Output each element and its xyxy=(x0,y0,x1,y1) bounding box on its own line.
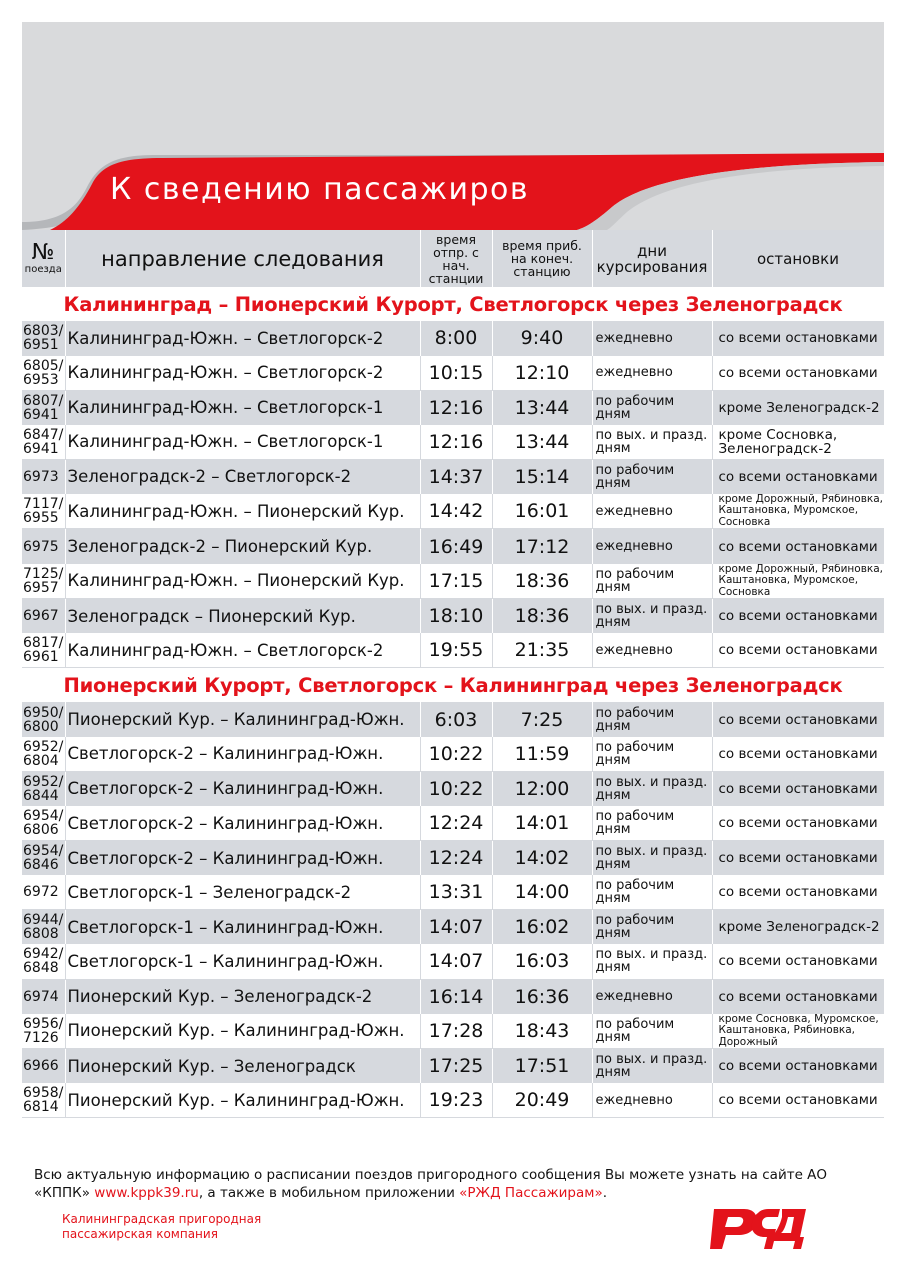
schedule-table xyxy=(22,230,885,1118)
arrival-time: 21:35 xyxy=(492,633,592,668)
table-row xyxy=(22,564,884,599)
table-row xyxy=(22,979,884,1014)
table-row xyxy=(22,944,884,979)
arrival-time: 13:44 xyxy=(492,390,592,425)
train-number: 6950/ 6800 xyxy=(22,702,65,737)
train-number: 6956/ 7126 xyxy=(22,1014,65,1049)
departure-time: 14:37 xyxy=(420,459,492,494)
running-days: по рабочим дням xyxy=(592,910,712,945)
direction: Пионерский Кур. – Калининград-Южн. xyxy=(65,1014,420,1049)
stops-info: со всеми остановками xyxy=(712,771,884,806)
train-number: 6805/ 6953 xyxy=(22,356,65,391)
train-number: 6942/ 6848 xyxy=(22,944,65,979)
direction: Светлогорск-2 – Калининград-Южн. xyxy=(65,771,420,806)
header-days: дни курсирования xyxy=(592,230,712,287)
running-days: ежедневно xyxy=(592,494,712,529)
arrival-time: 13:44 xyxy=(492,425,592,460)
arrival-time: 11:59 xyxy=(492,737,592,772)
stops-info: со всеми остановками xyxy=(712,806,884,841)
arrival-time: 16:36 xyxy=(492,979,592,1014)
train-number: 6952/ 6804 xyxy=(22,737,65,772)
section-title: Калининград – Пионерский Курорт, Светлогорск через Зеленоградск xyxy=(22,287,884,321)
train-number: 6952/ 6844 xyxy=(22,771,65,806)
table-row xyxy=(22,529,884,564)
direction: Светлогорск-1 – Калининград-Южн. xyxy=(65,910,420,945)
table-row xyxy=(22,910,884,945)
direction: Пионерский Кур. – Калининград-Южн. xyxy=(65,702,420,737)
arrival-time: 18:36 xyxy=(492,599,592,634)
direction: Пионерский Кур. – Калининград-Южн. xyxy=(65,1083,420,1118)
direction: Светлогорск-2 – Калининград-Южн. xyxy=(65,806,420,841)
section-header xyxy=(22,668,884,703)
table-row xyxy=(22,1083,884,1118)
running-days: по рабочим дням xyxy=(592,806,712,841)
schedule-body xyxy=(22,287,884,1118)
header-arrival: время приб. на конеч. станцию xyxy=(492,230,592,287)
train-number: 6807/ 6941 xyxy=(22,390,65,425)
direction: Калининград-Южн. – Светлогорск-2 xyxy=(65,321,420,356)
departure-time: 12:24 xyxy=(420,841,492,876)
running-days: по рабочим дням xyxy=(592,702,712,737)
arrival-time: 20:49 xyxy=(492,1083,592,1118)
direction: Калининград-Южн. – Пионерский Кур. xyxy=(65,494,420,529)
departure-time: 10:15 xyxy=(420,356,492,391)
train-number: 6972 xyxy=(22,875,65,910)
train-number: 6954/ 6846 xyxy=(22,841,65,876)
running-days: ежедневно xyxy=(592,356,712,391)
arrival-time: 14:01 xyxy=(492,806,592,841)
stops-info: со всеми остановками xyxy=(712,944,884,979)
departure-time: 16:49 xyxy=(420,529,492,564)
train-number: 6966 xyxy=(22,1049,65,1084)
header-departure: время отпр. с нач. станции xyxy=(420,230,492,287)
stops-info: со всеми остановками xyxy=(712,841,884,876)
arrival-time: 12:00 xyxy=(492,771,592,806)
departure-time: 19:55 xyxy=(420,633,492,668)
arrival-time: 18:43 xyxy=(492,1014,592,1049)
table-row xyxy=(22,425,884,460)
table-row xyxy=(22,459,884,494)
table-row xyxy=(22,702,884,737)
running-days: по вых. и празд. дням xyxy=(592,771,712,806)
page-title: К сведению пассажиров xyxy=(110,172,530,207)
stops-info: со всеми остановками xyxy=(712,321,884,356)
arrival-time: 18:36 xyxy=(492,564,592,599)
table-row xyxy=(22,321,884,356)
arrival-time: 15:14 xyxy=(492,459,592,494)
table-row xyxy=(22,494,884,529)
train-number: 6817/ 6961 xyxy=(22,633,65,668)
arrival-time: 17:12 xyxy=(492,529,592,564)
departure-time: 6:03 xyxy=(420,702,492,737)
section-title: Пионерский Курорт, Светлогорск – Калининград через Зеленоградск xyxy=(22,668,884,703)
app-link[interactable]: «РЖД Пассажирам» xyxy=(459,1185,603,1201)
header-train-number: № поезда xyxy=(22,230,65,287)
direction: Зеленоградск – Пионерский Кур. xyxy=(65,599,420,634)
table-row xyxy=(22,806,884,841)
running-days: ежедневно xyxy=(592,633,712,668)
direction: Светлогорск-1 – Калининград-Южн. xyxy=(65,944,420,979)
train-number: 6973 xyxy=(22,459,65,494)
table-header xyxy=(22,230,884,287)
arrival-time: 7:25 xyxy=(492,702,592,737)
stops-info: со всеми остановками xyxy=(712,702,884,737)
running-days: по рабочим дням xyxy=(592,390,712,425)
running-days: по вых. и празд. дням xyxy=(592,599,712,634)
running-days: ежедневно xyxy=(592,529,712,564)
train-number: 6974 xyxy=(22,979,65,1014)
running-days: по рабочим дням xyxy=(592,564,712,599)
departure-time: 16:14 xyxy=(420,979,492,1014)
train-number: 6975 xyxy=(22,529,65,564)
running-days: ежедневно xyxy=(592,1083,712,1118)
departure-time: 10:22 xyxy=(420,737,492,772)
direction: Калининград-Южн. – Пионерский Кур. xyxy=(65,564,420,599)
direction: Калининград-Южн. – Светлогорск-1 xyxy=(65,390,420,425)
stops-info: со всеми остановками xyxy=(712,1049,884,1084)
departure-time: 12:24 xyxy=(420,806,492,841)
direction: Калининград-Южн. – Светлогорск-2 xyxy=(65,633,420,668)
departure-time: 10:22 xyxy=(420,771,492,806)
header-banner xyxy=(22,22,884,230)
stops-info: со всеми остановками xyxy=(712,979,884,1014)
direction: Калининград-Южн. – Светлогорск-2 xyxy=(65,356,420,391)
direction: Светлогорск-2 – Калининград-Южн. xyxy=(65,737,420,772)
table-row xyxy=(22,841,884,876)
departure-time: 12:16 xyxy=(420,390,492,425)
train-number: 7125/ 6957 xyxy=(22,564,65,599)
direction: Светлогорск-2 – Калининград-Южн. xyxy=(65,841,420,876)
table-row xyxy=(22,875,884,910)
stops-info: со всеми остановками xyxy=(712,633,884,668)
stops-info: кроме Дорожный, Рябиновка, Каштановка, Муромское, Сосновка xyxy=(712,494,884,529)
train-number: 6944/ 6808 xyxy=(22,910,65,945)
table-row xyxy=(22,599,884,634)
arrival-time: 12:10 xyxy=(492,356,592,391)
header-stops: остановки xyxy=(712,230,884,287)
stops-info: со всеми остановками xyxy=(712,356,884,391)
stops-info: со всеми остановками xyxy=(712,459,884,494)
arrival-time: 9:40 xyxy=(492,321,592,356)
header-direction: направление следования xyxy=(65,230,420,287)
departure-time: 18:10 xyxy=(420,599,492,634)
direction: Зеленоградск-2 – Пионерский Кур. xyxy=(65,529,420,564)
table-row xyxy=(22,771,884,806)
departure-time: 13:31 xyxy=(420,875,492,910)
stops-info: со всеми остановками xyxy=(712,737,884,772)
departure-time: 8:00 xyxy=(420,321,492,356)
stops-info: кроме Сосновка, Зеленоградск-2 xyxy=(712,425,884,460)
table-row xyxy=(22,737,884,772)
arrival-time: 16:01 xyxy=(492,494,592,529)
table-row xyxy=(22,356,884,391)
arrival-time: 14:00 xyxy=(492,875,592,910)
running-days: по вых. и празд. дням xyxy=(592,1049,712,1084)
running-days: по рабочим дням xyxy=(592,459,712,494)
arrival-time: 16:03 xyxy=(492,944,592,979)
table-row xyxy=(22,1049,884,1084)
footer-note: Всю актуальную информацию о расписании поездов пригородного сообщения Вы можете узнать на сайте АО «КППК» www.kppk39.ru, а также в мобильном приложении «РЖД Пассажирам». xyxy=(34,1167,828,1201)
departure-time: 17:15 xyxy=(420,564,492,599)
direction: Пионерский Кур. – Зеленоградск-2 xyxy=(65,979,420,1014)
train-number: 7117/ 6955 xyxy=(22,494,65,529)
stops-info: со всеми остановками xyxy=(712,529,884,564)
stops-info: кроме Дорожный, Рябиновка, Каштановка, Муромское, Сосновка xyxy=(712,564,884,599)
running-days: по вых. и празд. дням xyxy=(592,425,712,460)
running-days: по рабочим дням xyxy=(592,1014,712,1049)
arrival-time: 16:02 xyxy=(492,910,592,945)
train-number: 6967 xyxy=(22,599,65,634)
arrival-time: 17:51 xyxy=(492,1049,592,1084)
running-days: по рабочим дням xyxy=(592,737,712,772)
departure-time: 12:16 xyxy=(420,425,492,460)
departure-time: 14:42 xyxy=(420,494,492,529)
section-header xyxy=(22,287,884,321)
stops-info: со всеми остановками xyxy=(712,1083,884,1118)
train-number: 6803/ 6951 xyxy=(22,321,65,356)
stops-info: кроме Зеленоградск-2 xyxy=(712,390,884,425)
stops-info: со всеми остановками xyxy=(712,875,884,910)
departure-time: 14:07 xyxy=(420,910,492,945)
website-link[interactable]: www.kppk39.ru xyxy=(94,1185,199,1201)
departure-time: 14:07 xyxy=(420,944,492,979)
direction: Светлогорск-1 – Зеленоградск-2 xyxy=(65,875,420,910)
table-row xyxy=(22,1014,884,1049)
train-number: 6958/ 6814 xyxy=(22,1083,65,1118)
direction: Калининград-Южн. – Светлогорск-1 xyxy=(65,425,420,460)
departure-time: 19:23 xyxy=(420,1083,492,1118)
rzd-logo xyxy=(700,1203,808,1255)
running-days: по вых. и празд. дням xyxy=(592,841,712,876)
running-days: ежедневно xyxy=(592,321,712,356)
train-number: 6847/ 6941 xyxy=(22,425,65,460)
running-days: по рабочим дням xyxy=(592,875,712,910)
direction: Зеленоградск-2 – Светлогорск-2 xyxy=(65,459,420,494)
table-row xyxy=(22,390,884,425)
company-name: Калининградская пригородная пассажирская компания xyxy=(62,1212,262,1241)
running-days: ежедневно xyxy=(592,979,712,1014)
train-number: 6954/ 6806 xyxy=(22,806,65,841)
stops-info: кроме Сосновка, Муромское, Каштановка, Рябиновка, Дорожный xyxy=(712,1014,884,1049)
direction: Пионерский Кур. – Зеленоградск xyxy=(65,1049,420,1084)
running-days: по вых. и празд. дням xyxy=(592,944,712,979)
stops-info: кроме Зеленоградск-2 xyxy=(712,910,884,945)
departure-time: 17:28 xyxy=(420,1014,492,1049)
departure-time: 17:25 xyxy=(420,1049,492,1084)
stops-info: со всеми остановками xyxy=(712,599,884,634)
arrival-time: 14:02 xyxy=(492,841,592,876)
table-row xyxy=(22,633,884,668)
